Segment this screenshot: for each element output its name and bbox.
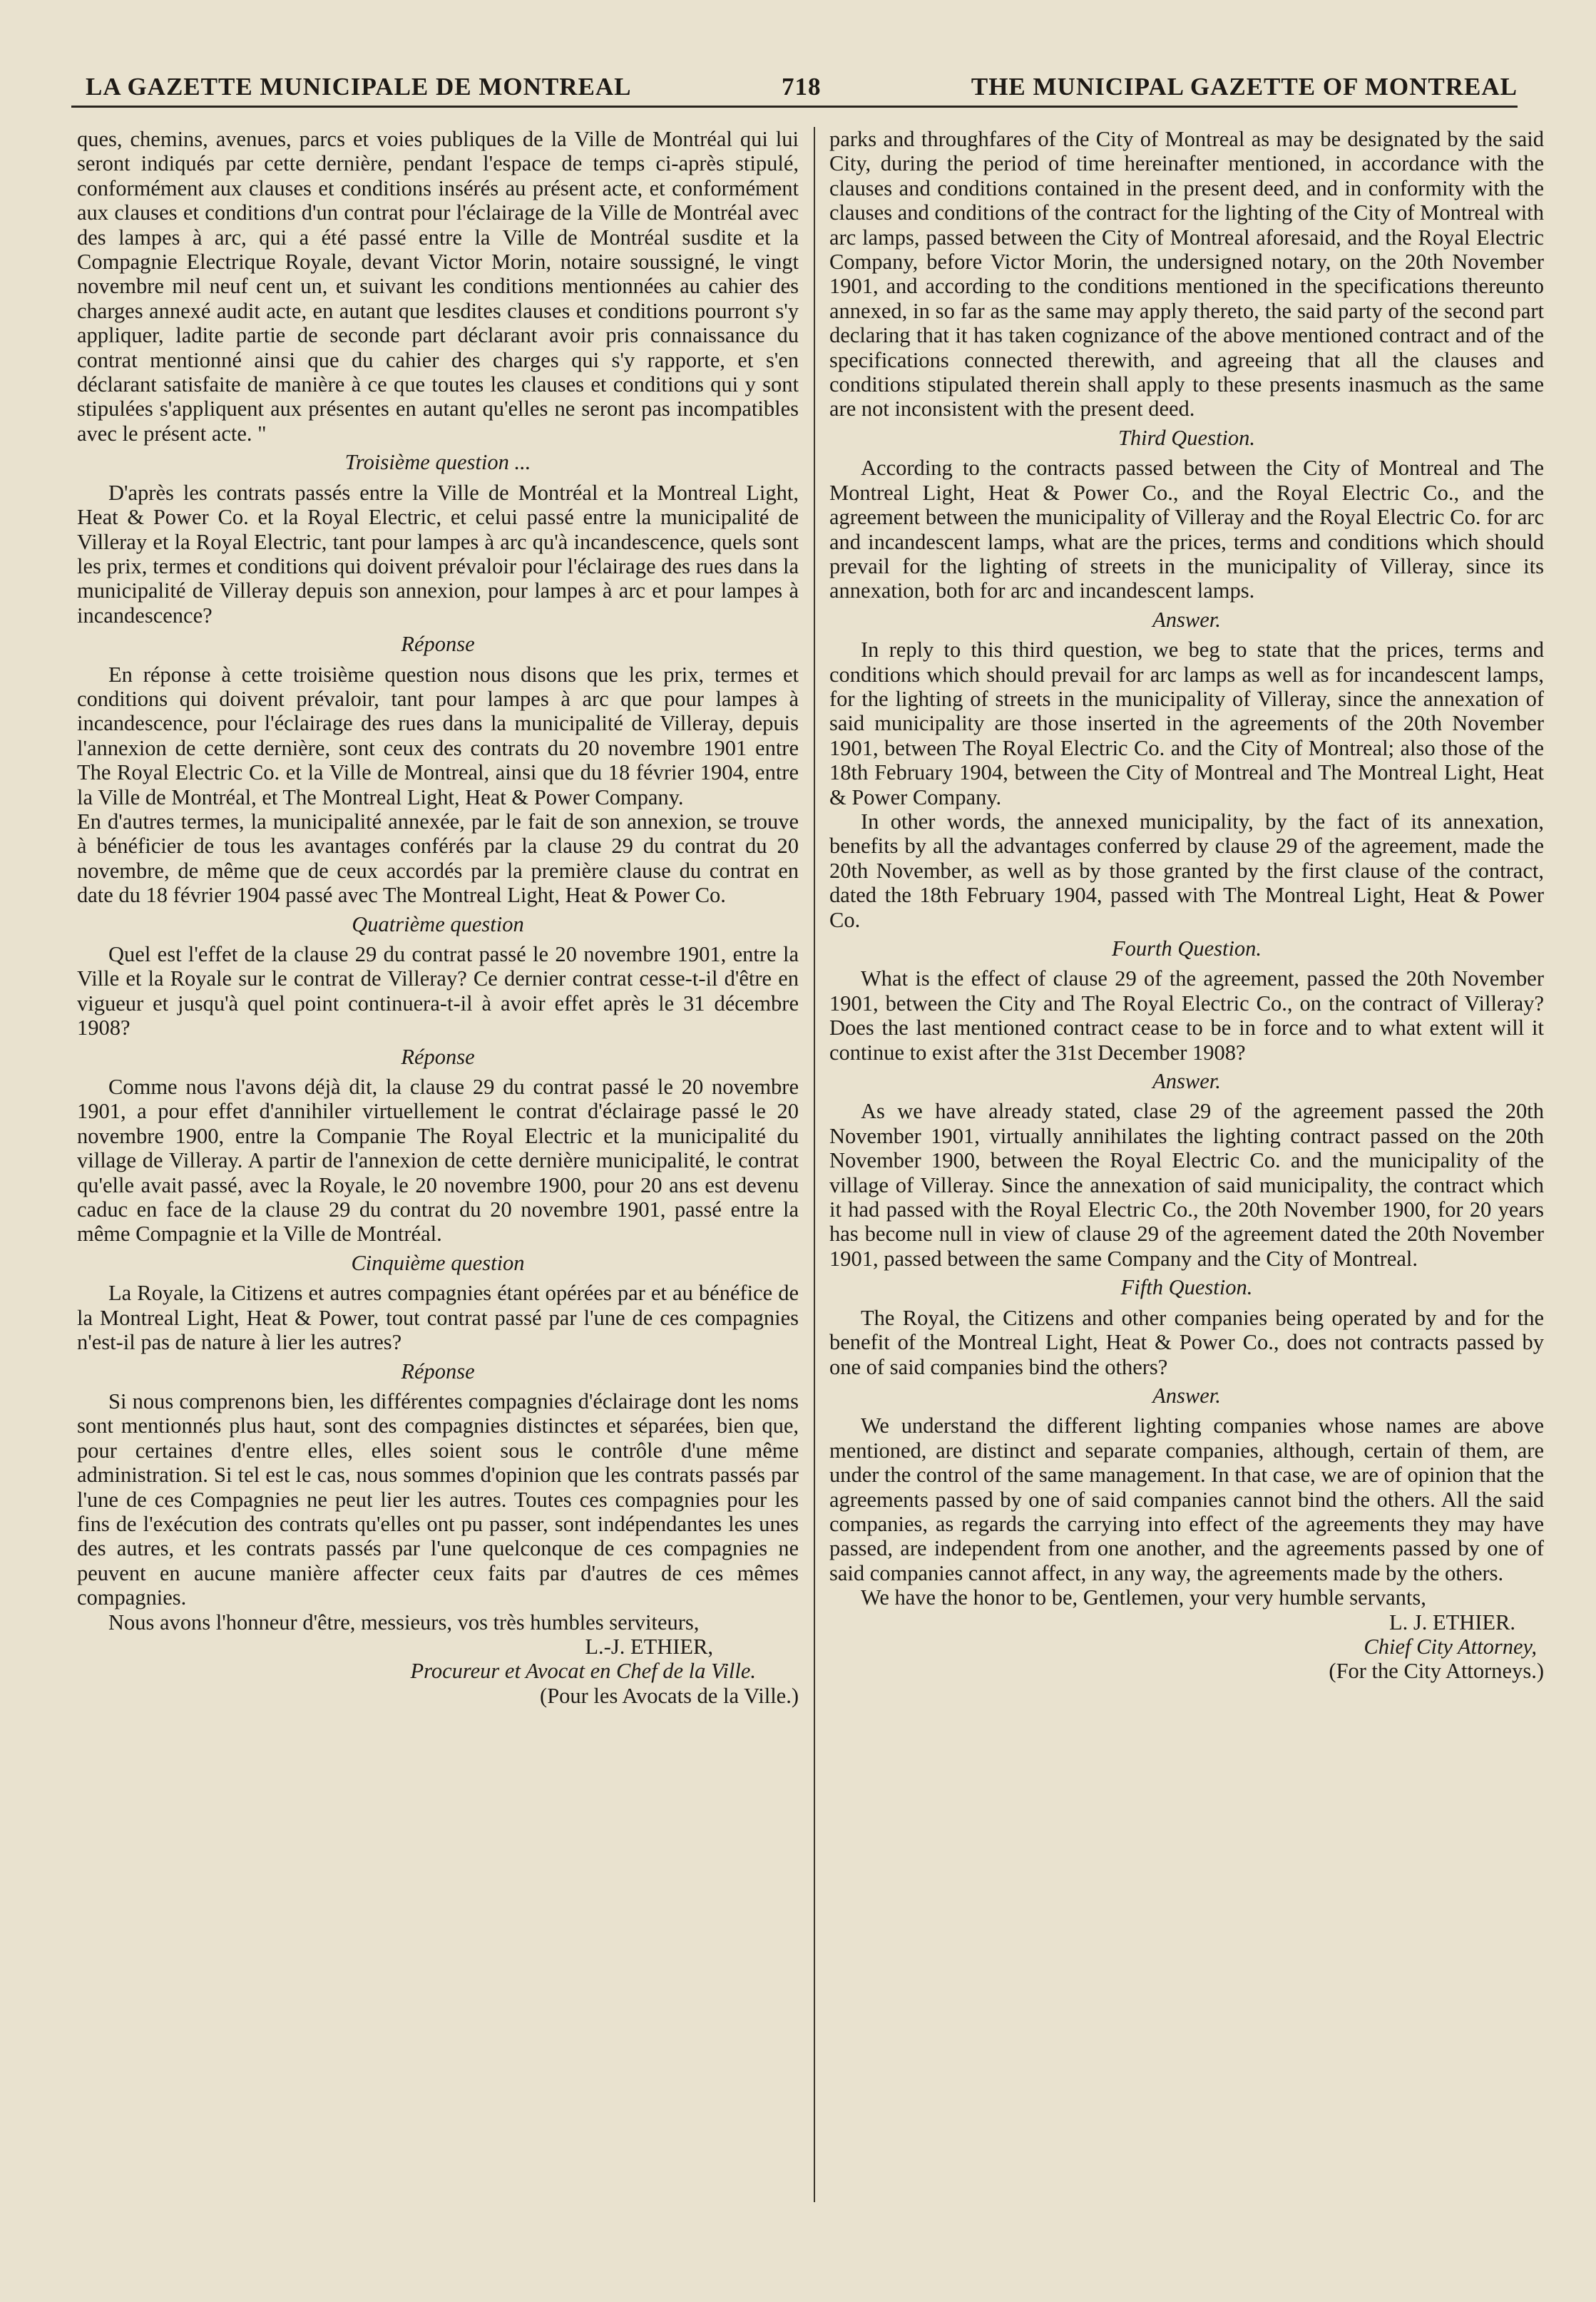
header-french-title: LA GAZETTE MUNICIPALE DE MONTREAL <box>86 73 632 101</box>
english-a4-heading: Answer. <box>1152 1069 1221 1094</box>
english-a5-text: We understand the different lighting companies whose names are above mentioned, are distinct and separate companies, although, certain of them, are under the control of the same management. In that case, we are of opinion that the agreements passed by one of said companies cannot bind the others. All the said companies, as regards the carrying into effect of the agreements they may have passed, are independent from one another, and the agreements passed by one of said companies cannot affect, in any way, the agreements made by the others. <box>829 1413 1544 1585</box>
french-q5-heading: Cinquième question <box>351 1250 525 1275</box>
english-a3-text-1: In reply to this third question, we beg to state that the prices, terms and conditions which should prevail for arc lamps as well as for incandescent lamps, for the lighting of streets in the municipality of Villeray, since the annexation of said municipality are those inserted in the agreements of the 20th November 1901, between The Royal Electric Co. and the City of Montreal; also those of the 18th February 1904, between the City of Montreal and The Montreal Light, Heat & Power Company. <box>829 638 1544 809</box>
header-rule <box>71 106 1518 108</box>
french-q4-heading: Quatrième question <box>352 911 524 936</box>
french-q4-text: Quel est l'effet de la clause 29 du contrat passé le 20 novembre 1901, entre la Ville et la Royale sur le contrat de Villeray? Ce dernier contrat cesse-t-il d'être en vigueur et jusqu'à quel point continuera-t-il à avoir effet après le 31 décembre 1908? <box>77 942 799 1040</box>
header-english-title: THE MUNICIPAL GAZETTE OF MONTREAL <box>971 73 1518 101</box>
french-a5-text: Si nous comprenons bien, les différentes compagnies d'éclairage dont les noms sont mentionnés plus haut, sont des compagnies distinctes et séparées, bien que, pour certaines d'entre elles, elles soient sous le contrôle d'une même administration. Si tel est le cas, nous sommes d'opinion que les contrats passés par l'une de ces Compagnies ne peut lier les autres. Toutes ces compagnies pour les fins de l'exécution des contrats qu'elles ont pu passer, sont indépendantes les unes des autres, et les contrats passés par l'une quelconque de ces compagnies ne peuvent en aucune manière affecter ceux faits par d'autres de ces mêmes compagnies. <box>77 1388 799 1610</box>
english-q4-text: What is the effect of clause 29 of the agreement, passed the 20th November 1901, between the City and The Royal Electric Co., on the contract of Villeray? Does the last mentioned contract cease to be in force and to what extent will it continue to exist after the 31st December 1908? <box>829 966 1544 1065</box>
french-a3-text-1: En réponse à cette troisième question nous disons que les prix, termes et conditions qui doivent prévaloir, tant pour lampes à arc que pour lampes à incandescence, pour l'éclairage des rues dans la municipalité de Villeray, depuis l'annexion de cette dernière, sont ceux des contrats du 20 novembre 1901 entre The Royal Electric Co. et la Ville de Montreal, ainsi que du 18 février 1904, entre la Ville de Montréal, et The Montreal Light, Heat & Power Company. <box>77 662 799 809</box>
running-header <box>86 51 1518 101</box>
english-q4-heading: Fourth Question. <box>1111 936 1262 961</box>
english-q5-text: The Royal, the Citizens and other companies being operated by and for the benefit of the Montreal Light, Heat & Power Co., does not contracts passed by one of said companies bind the others? <box>829 1305 1544 1379</box>
french-signature-note: (Pour les Avocats de la Ville.) <box>540 1683 799 1708</box>
english-a3-heading: Answer. <box>1152 607 1221 632</box>
english-closing: We have the honor to be, Gentlemen, your very humble servants, <box>861 1585 1426 1610</box>
french-q5-text: La Royale, la Citizens et autres compagnies étant opérées par et au bénéfice de la Montreal Light, Heat & Power, tout contrat passé par l'une de ces compagnies n'est-il pas de nature à lier les autres? <box>77 1281 799 1355</box>
french-column <box>77 127 799 2209</box>
english-q5-heading: Fifth Question. <box>1120 1275 1253 1300</box>
french-a3-heading: Réponse <box>401 632 475 657</box>
french-a4-text: Comme nous l'avons déjà dit, la clause 29 du contrat passé le 20 novembre 1901, a pour effet d'annihiler virtuellement le contrat d'éclairage passé le 20 novembre 1900, entre la Companie The Royal Electric et la municipalité du village de Villeray. A partir de l'annexion de cette dernière municipalité, le contrat qu'elle avait passé, avec la Royale, le 20 novembre 1900, pour 20 ans est devenu caduc en face de la clause 29 du contrat du 20 novembre 1901, passé entre la même Compagnie et la Ville de Montréal. <box>77 1075 799 1247</box>
french-signature-title: Procureur et Avocat en Chef de la Ville. <box>410 1659 756 1684</box>
french-signature: L.-J. ETHIER, <box>585 1634 713 1659</box>
english-signature-note: (For the City Attorneys.) <box>1329 1659 1544 1684</box>
english-intro: parks and throughfares of the City of Montreal as may be designated by the said City, during the period of time hereinafter mentioned, in accordance with the clauses and conditions contained in the present deed, and in conformity with the clauses and conditions of the contract for the lighting of the City of Montreal with arc lamps, passed between the City of Montreal aforesaid, and the Royal Electric Company, before Victor Morin, the undersigned notary, on the 20th November 1901, and according to the conditions mentioned in the specifications thereunto annexed, in so far as the same may apply thereto, the said party of the second part declaring that it has taken cognizance of the above mentioned contract and of the specifications connected therewith, and agreeing that all the clauses and conditions stipulated therein shall apply to these presents inasmuch as the same are not inconsistent with the present deed. <box>829 127 1544 421</box>
french-intro: ques, chemins, avenues, parcs et voies publiques de la Ville de Montréal qui lui seront indiqués par cette dernière, pendant l'espace de temps ci-après stipulé, conformément aux clauses et conditions insérés au présent acte, et conformément aux clauses et conditions d'un contrat pour l'éclairage de la Ville de Montréal avec des lampes à arc, qui a été passé entre la Ville de Montréal susdite et la Compagnie Electrique Royale, devant Victor Morin, notaire soussigné, le vingt novembre mil neuf cent un, et suivant les conditions mentionnées au cahier des charges annexé audit acte, en autant que lesdites clauses et conditions pourront s'y appliquer, ladite partie de seconde part déclarant avoir pris connaissance du contrat mentionné ainsi que du cahier des charges qui s'y rapporte, et s'en déclarant satisfaite de manière à ce que toutes les clauses et conditions qui y sont stipulées s'appliquent aux présentes en autant qu'elles ne seront pas incompatibles avec le présent acte. " <box>77 127 799 446</box>
english-a5-heading: Answer. <box>1152 1383 1221 1408</box>
page-number: 718 <box>781 73 822 101</box>
french-q3-heading: Troisième question ... <box>344 450 531 475</box>
english-signature-title: Chief City Attorney, <box>1364 1634 1537 1659</box>
english-q3-heading: Third Question. <box>1117 425 1256 450</box>
english-q3-text: According to the contracts passed between the City of Montreal and The Montreal Light, Heat & Power Co., and the Royal Electric Co., and the agreement between the municipality of Villeray and the Royal Electric Co. for arc and incandescent lamps, what are the prices, terms and conditions which should prevail for the lighting of streets in the municipality of Villeray, since its annexation, both for arc and incandescent lamps. <box>829 456 1544 603</box>
english-signature: L. J. ETHIER. <box>1388 1610 1515 1635</box>
column-divider <box>814 127 815 2202</box>
french-a4-heading: Réponse <box>401 1044 475 1069</box>
english-a4-text: As we have already stated, clase 29 of the agreement passed the 20th November 1901, virtually annihilates the lighting contract passed on the 20th November 1900, between the Royal Electric Co. and the municipality of the village of Villeray. Since the annexation of said municipality, the contract which it had passed with the Royal Electric Co., the 20th November 1900, for 20 years has become null in view of clause 29 of the agreement dated the 20th November 1901, passed between the same Company and the City of Montreal. <box>829 1099 1544 1271</box>
english-column <box>829 127 1544 2209</box>
french-a3-text-2: En d'autres termes, la municipalité annexée, par le fait de son annexion, se trouve à bénéficier de tous les avantages conférés par la clause 29 du contrat du 20 novembre, de même que de ceux accordés par la première clause du contrat en date du 18 février 1904 passé avec The Montreal Light, Heat & Power Co. <box>77 809 799 908</box>
english-a3-text-2: In other words, the annexed municipality, by the fact of its annexation, benefits by all the advantages conferred by clause 29 of the agreement, made the 20th November, as well as by those granted by the first clause of the contract, dated the 18th February 1904, passed with The Montreal Light, Heat & Power Co. <box>829 809 1544 932</box>
french-closing: Nous avons l'honneur d'être, messieurs, vos très humbles serviteurs, <box>108 1610 700 1635</box>
french-q3-text: D'après les contrats passés entre la Ville de Montréal et la Montreal Light, Heat & Power Co. et la Royal Electric, et celui passé entre la municipalité de Villeray et la Royal Electric, tant pour lampes à arc qu'à incandescence, quels sont les prix, termes et conditions qui doivent prévaloir pour l'éclairage des rues dans la municipalité de Villeray depuis son annexion, pour lampes à arc et pour lampes à incandescence? <box>77 480 799 628</box>
french-a5-heading: Réponse <box>401 1359 475 1383</box>
